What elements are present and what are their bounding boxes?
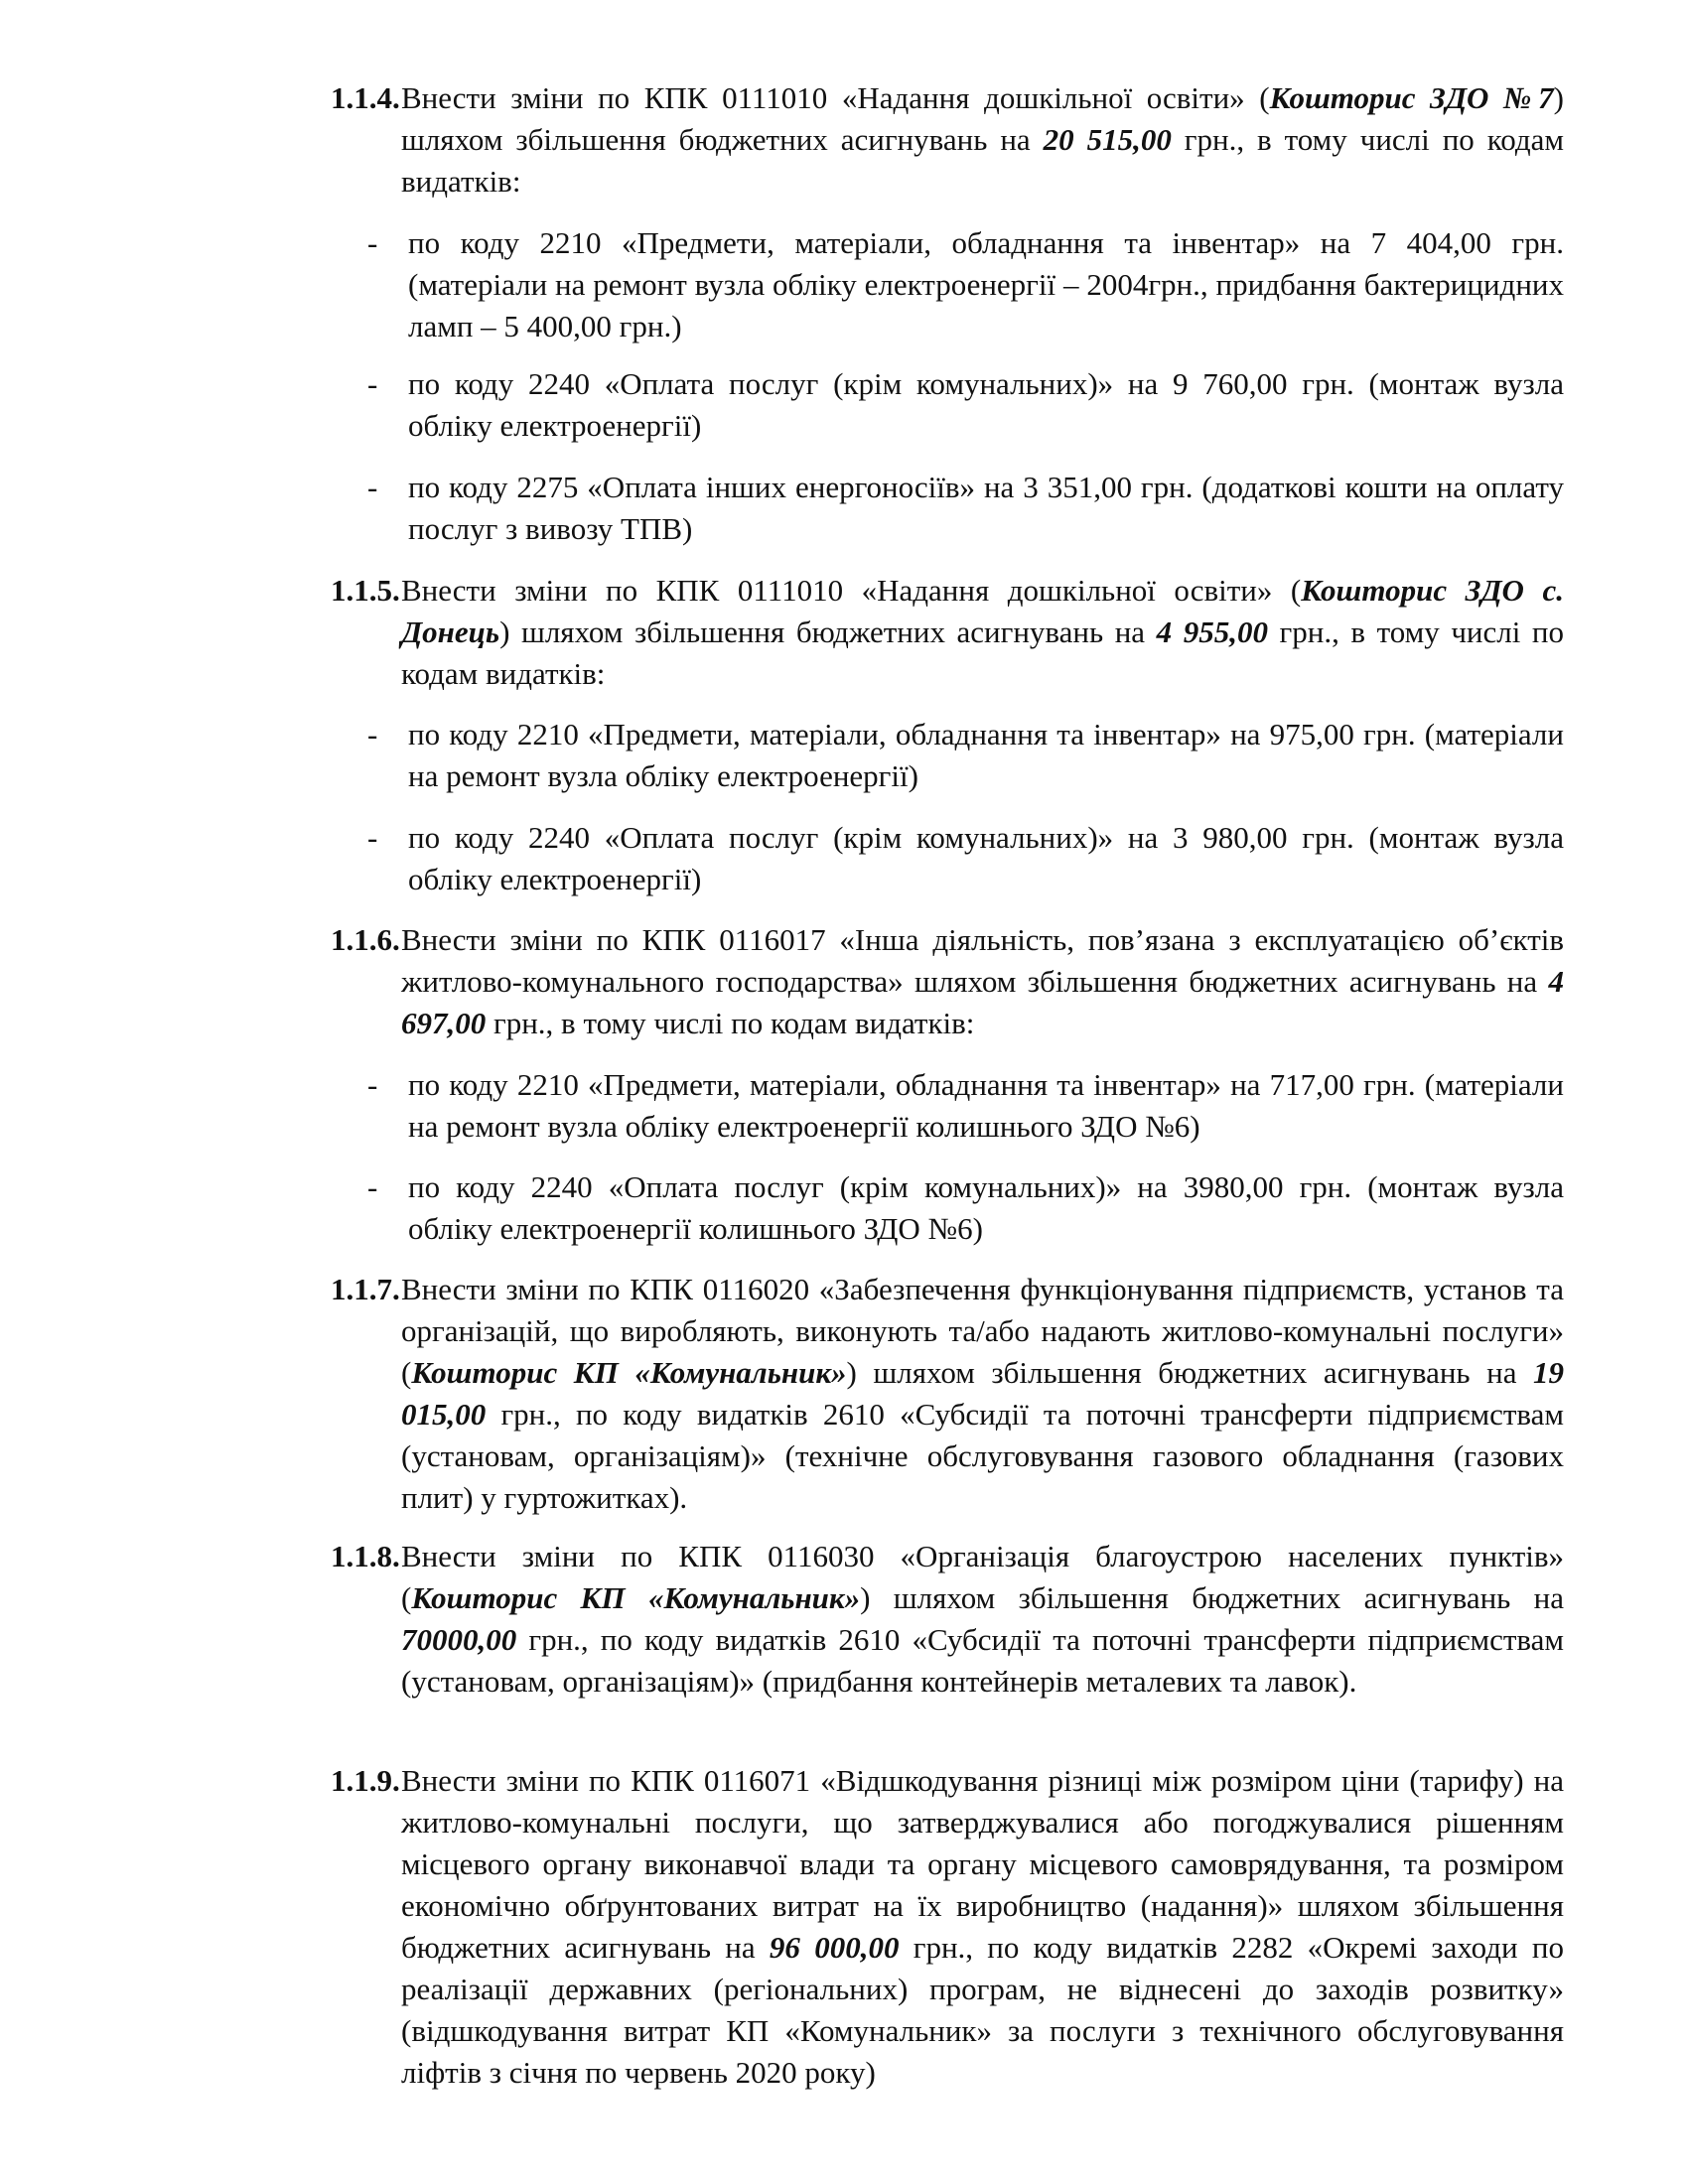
- section-number: 1.1.9.: [331, 1763, 400, 1798]
- amount: 20 515,00: [1043, 122, 1172, 157]
- section-number: 1.1.4.: [331, 80, 400, 115]
- amount: 19 015,00: [401, 1355, 1564, 1432]
- section-1-1-4: 1.1.4.Внести зміни по КПК 0111010 «Надання дошкільної освіти» (Кошторис ЗДО №7) шляхом збільшення бюджетних асигнувань на 20 515,00 грн., в тому числі по кодам видатків:: [331, 77, 1564, 203]
- amount: 4 697,00: [401, 964, 1564, 1040]
- list-item: - по коду 2240 «Оплата послуг (крім комунальних)» на 3980,00 грн. (монтаж вузла обліку електроенергії колишнього ЗДО №6): [367, 1169, 1564, 1246]
- section-1-1-8: 1.1.8.Внести зміни по КПК 0116030 «Організація благоустрою населених пунктів» (Кошторис КП «Комунальник») шляхом збільшення бюджетних асигнувань на 70000,00 грн., по коду видатків 2610 «Субсидії та поточні трансферти підприємствам (установам, організаціям)» (придбання контейнерів металевих та лавок).: [331, 1536, 1564, 1703]
- amount: 70000,00: [401, 1622, 517, 1657]
- amount: 4 955,00: [1156, 614, 1268, 649]
- section-1-1-5: 1.1.5.Внести зміни по КПК 0111010 «Надання дошкільної освіти» (Кошторис ЗДО с. Донець) шляхом збільшення бюджетних асигнувань на 4 955,00 грн., в тому числі по кодам видатків:: [331, 570, 1564, 695]
- section-number: 1.1.8.: [331, 1539, 400, 1573]
- amount: 96 000,00: [769, 1930, 900, 1965]
- list-item: - по коду 2240 «Оплата послуг (крім комунальних)» на 9 760,00 грн. (монтаж вузла обліку електроенергії): [367, 366, 1564, 443]
- bold-italic-term: Кошторис ЗДО с. Донець: [401, 573, 1564, 649]
- section-1-1-9: 1.1.9.Внести зміни по КПК 0116071 «Відшкодування різниці між розміром ціни (тарифу) на житлово-комунальні послуги, що затверджувалися або погоджувалися рішенням місцевого органу виконавчої влади та органу місцевого самоврядування, та розміром економічно обґрунтованих витрат на їх виробництво (надання)» шляхом збільшення бюджетних асигнувань на 96 000,00 грн., по коду видатків 2282 «Окремі заходи по реалізації державних (регіональних) програм, не віднесені до заходів розвитку» (відшкодування витрат КП «Комунальник» за послуги з технічного обслуговування ліфтів з січня по червень 2020 року): [331, 1760, 1564, 2094]
- section-number: 1.1.6.: [331, 922, 400, 957]
- bold-italic-term: Кошторис КП «Комунальник»: [411, 1355, 847, 1390]
- section-number: 1.1.5.: [331, 573, 400, 608]
- list-item: - по коду 2240 «Оплата послуг (крім комунальних)» на 3 980,00 грн. (монтаж вузла обліку електроенергії): [367, 820, 1564, 896]
- section-1-1-7: 1.1.7.Внести зміни по КПК 0116020 «Забезпечення функціонування підприємств, установ та організацій, що виробляють, виконують та/або надають житлово-комунальні послуги» (Кошторис КП «Комунальник») шляхом збільшення бюджетних асигнувань на 19 015,00 грн., по коду видатків 2610 «Субсидії та поточні трансферти підприємствам (установам, організаціям)» (технічне обслуговування газового обладнання (газових плит) у гуртожитках).: [331, 1269, 1564, 1519]
- list-item: - по коду 2210 «Предмети, матеріали, обладнання та інвентар» на 717,00 грн. (матеріали на ремонт вузла обліку електроенергії колишнього ЗДО №6): [367, 1067, 1564, 1144]
- section-1-1-6: 1.1.6.Внести зміни по КПК 0116017 «Інша діяльність, пов’язана з експлуатацією об’єктів житлово-комунального господарства» шляхом збільшення бюджетних асигнувань на 4 697,00 грн., в тому числі по кодам видатків:: [331, 919, 1564, 1044]
- bold-italic-term: Кошторис КП «Комунальник»: [411, 1580, 861, 1615]
- list-item: - по коду 2210 «Предмети, матеріали, обладнання та інвентар» на 7 404,00 грн. (матеріали на ремонт вузла обліку електроенергії – 2004грн., придбання бактерицидних ламп – 5 400,00 грн.): [367, 225, 1564, 343]
- section-number: 1.1.7.: [331, 1272, 400, 1306]
- list-item: - по коду 2275 «Оплата інших енергоносіїв» на 3 351,00 грн. (додаткові кошти на оплату послуг з вивозу ТПВ): [367, 470, 1564, 546]
- bold-italic-term: Кошторис ЗДО №7: [1269, 80, 1554, 115]
- list-item: - по коду 2210 «Предмети, матеріали, обладнання та інвентар» на 975,00 грн. (матеріали на ремонт вузла обліку електроенергії): [367, 717, 1564, 793]
